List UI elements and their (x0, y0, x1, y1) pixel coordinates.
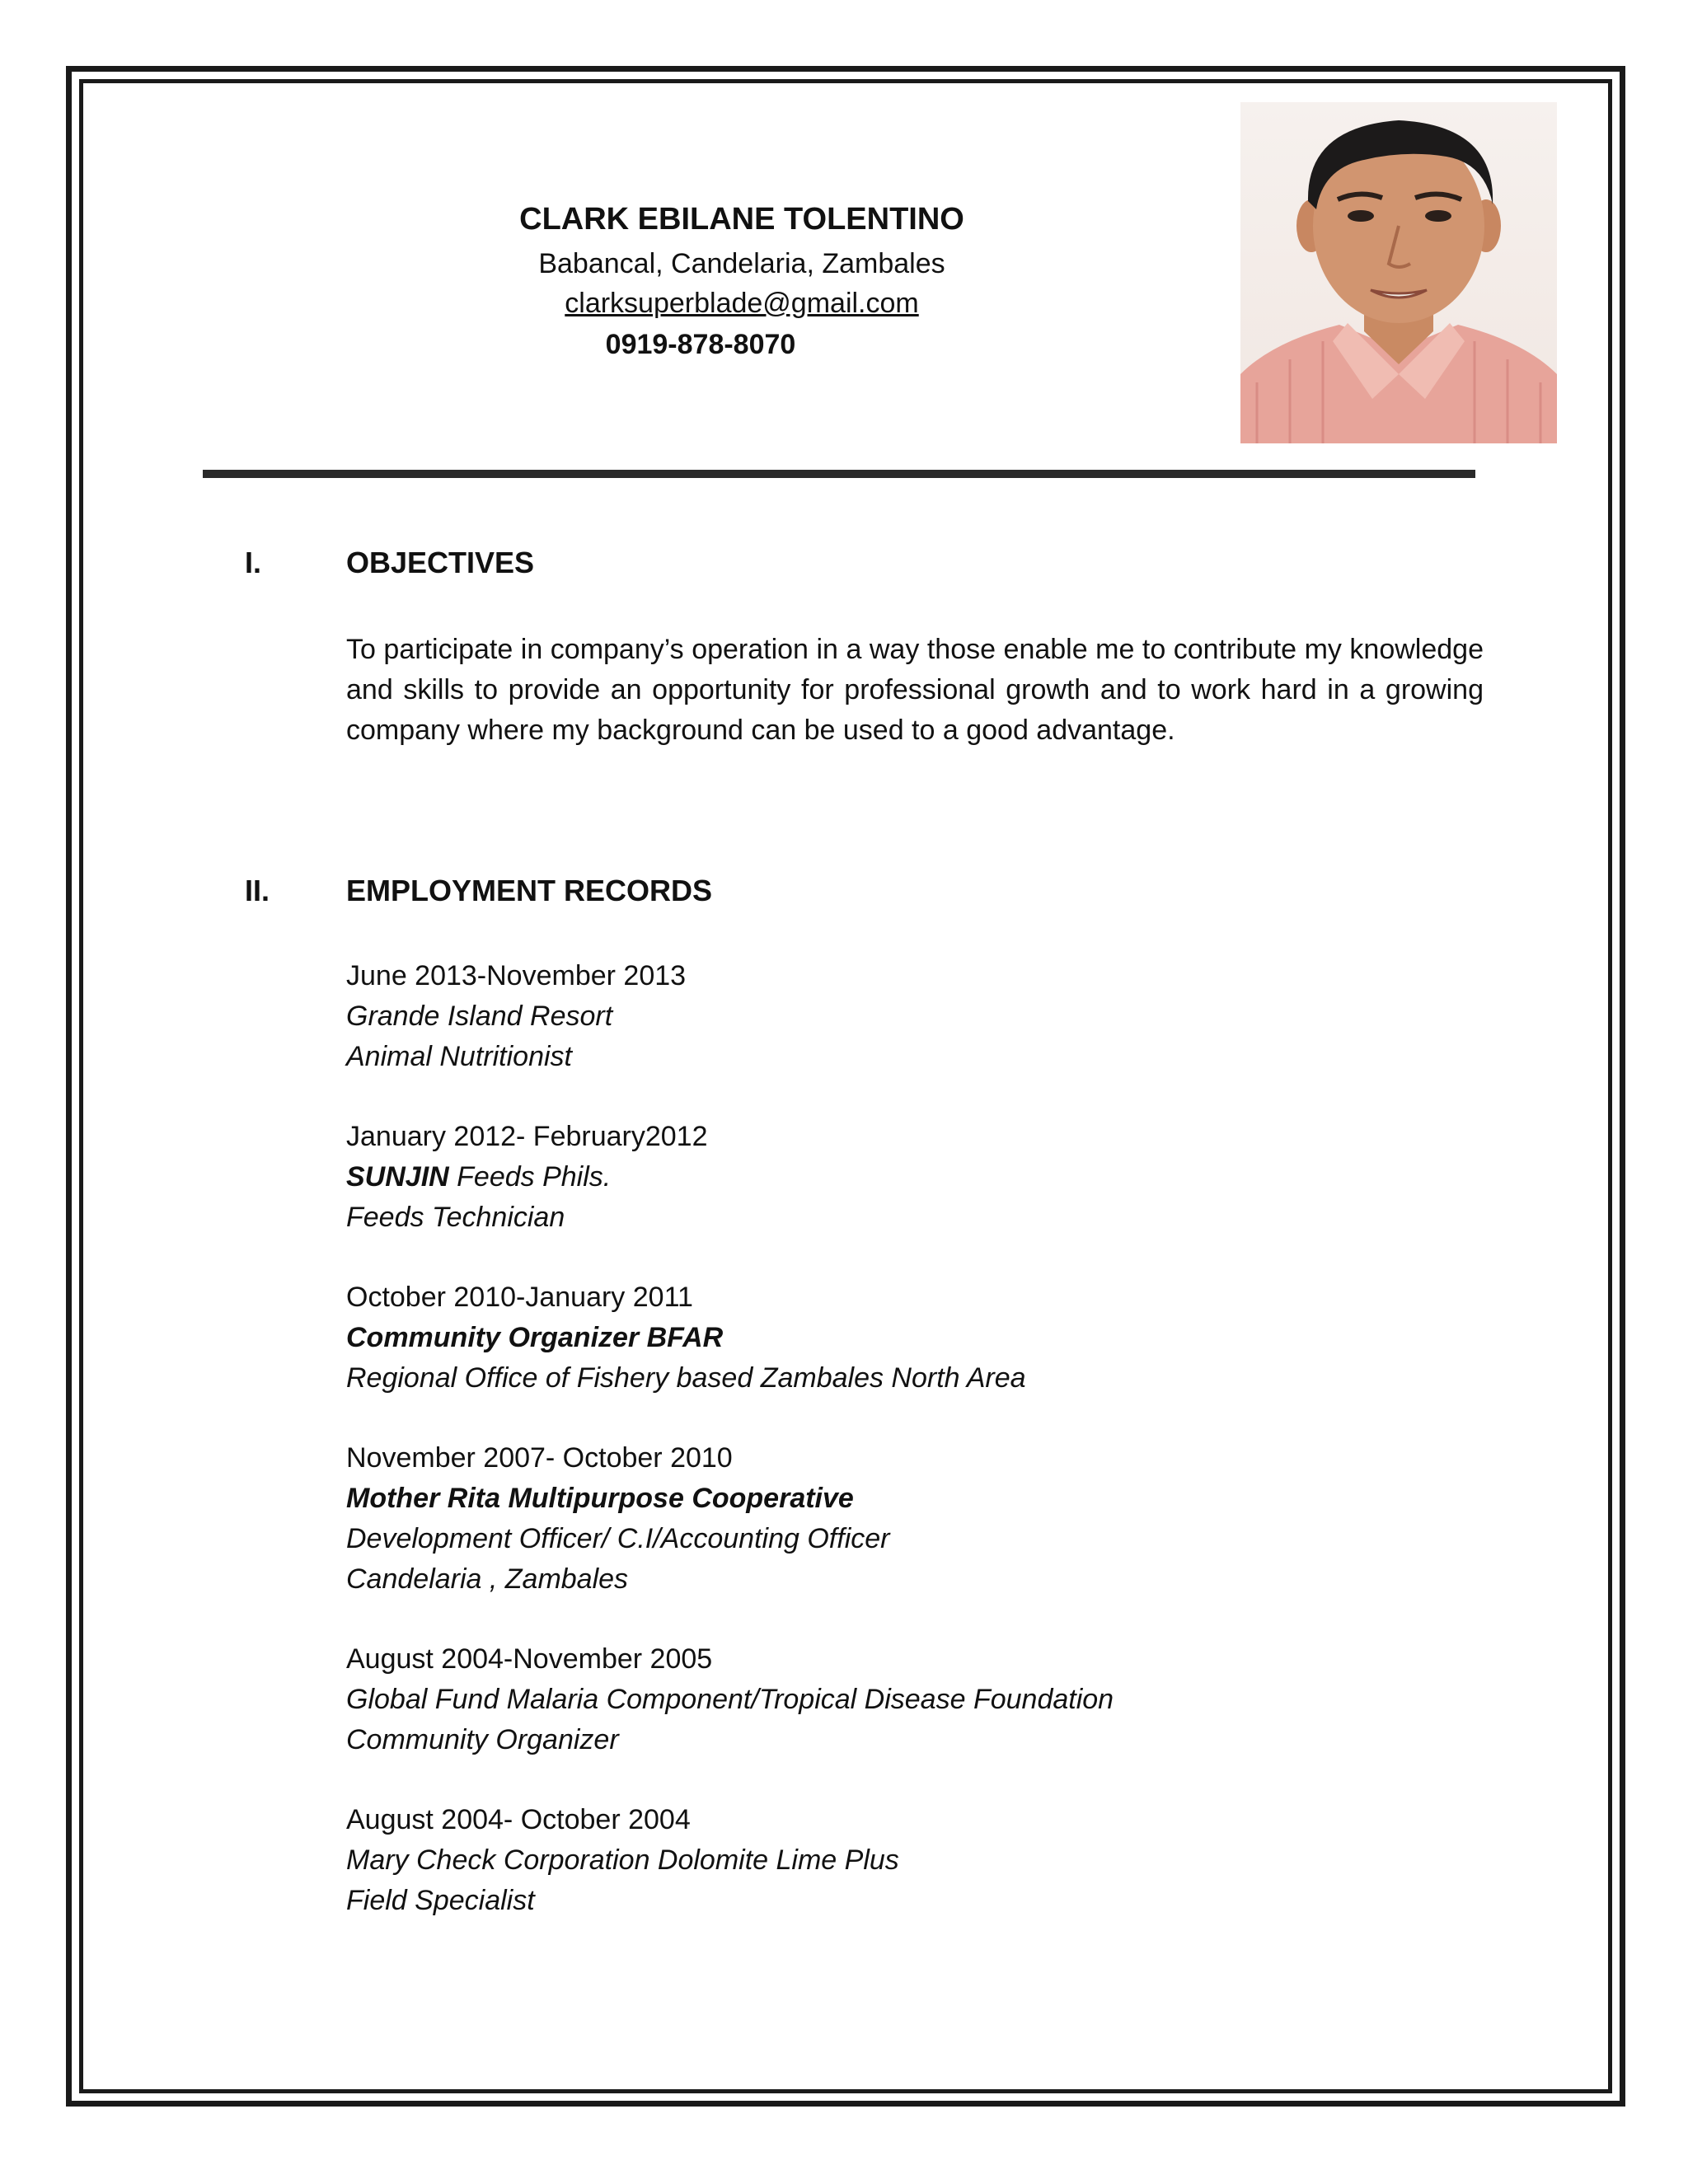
entry-position: Field Specialist (346, 1885, 535, 1916)
entry-location: Candelaria , Zambales (346, 1563, 629, 1595)
employment-entry (346, 1800, 1500, 1921)
entry-dates: January 2012- February2012 (346, 1121, 708, 1152)
entry-employer: Community Organizer BFAR (346, 1322, 724, 1353)
entry-dates: November 2007- October 2010 (346, 1442, 733, 1474)
objectives-number: I. (245, 546, 262, 579)
employment-entry (346, 956, 1500, 1077)
entry-dates: October 2010-January 2011 (346, 1282, 693, 1313)
portrait-image (1240, 102, 1557, 443)
entry-employer: Mother Rita Multipurpose Cooperative (346, 1483, 854, 1514)
employment-entry (346, 1277, 1500, 1399)
employment-entry (346, 1117, 1500, 1238)
employment-list (346, 956, 1500, 1961)
applicant-phone: 0919-878-8070 (605, 329, 796, 360)
applicant-photo (1240, 102, 1557, 443)
objectives-text: To participate in company’s operation in a way those enable me to contribute my knowledge and skills to provide an opportunity for professional growth and to work hard in a growing company where my background can be used to a good advantage. (346, 634, 1484, 746)
entry-employer: Global Fund Malaria Component/Tropical Disease Foundation (346, 1684, 1114, 1715)
employment-entry (346, 1639, 1500, 1760)
entry-position: Animal Nutritionist (346, 1041, 572, 1072)
entry-employer (346, 1157, 1500, 1197)
header-divider (203, 470, 1475, 478)
entry-dates: August 2004-November 2005 (346, 1643, 713, 1675)
entry-employer-bold: SUNJIN (346, 1161, 449, 1193)
entry-position: Feeds Technician (346, 1202, 565, 1233)
objectives-heading: OBJECTIVES (346, 546, 535, 579)
entry-position: Community Organizer (346, 1724, 619, 1755)
entry-employer: Mary Check Corporation Dolomite Lime Plus (346, 1844, 899, 1876)
employment-entry (346, 1438, 1500, 1600)
applicant-name: CLARK EBILANE TOLENTINO (519, 202, 964, 237)
entry-employer: Grande Island Resort (346, 1001, 613, 1032)
entry-position: Regional Office of Fishery based Zambales North Area (346, 1362, 1026, 1394)
employment-number: II. (245, 874, 270, 907)
entry-dates: June 2013-November 2013 (346, 960, 687, 991)
entry-position: Development Officer/ C.I/Accounting Officer (346, 1523, 890, 1554)
employment-heading: EMPLOYMENT RECORDS (346, 874, 713, 907)
entry-employer-rest: Feeds Phils. (448, 1161, 612, 1193)
entry-dates: August 2004- October 2004 (346, 1804, 691, 1835)
applicant-address: Babancal, Candelaria, Zambales (538, 248, 945, 279)
applicant-email[interactable]: clarksuperblade@gmail.com (565, 288, 919, 319)
